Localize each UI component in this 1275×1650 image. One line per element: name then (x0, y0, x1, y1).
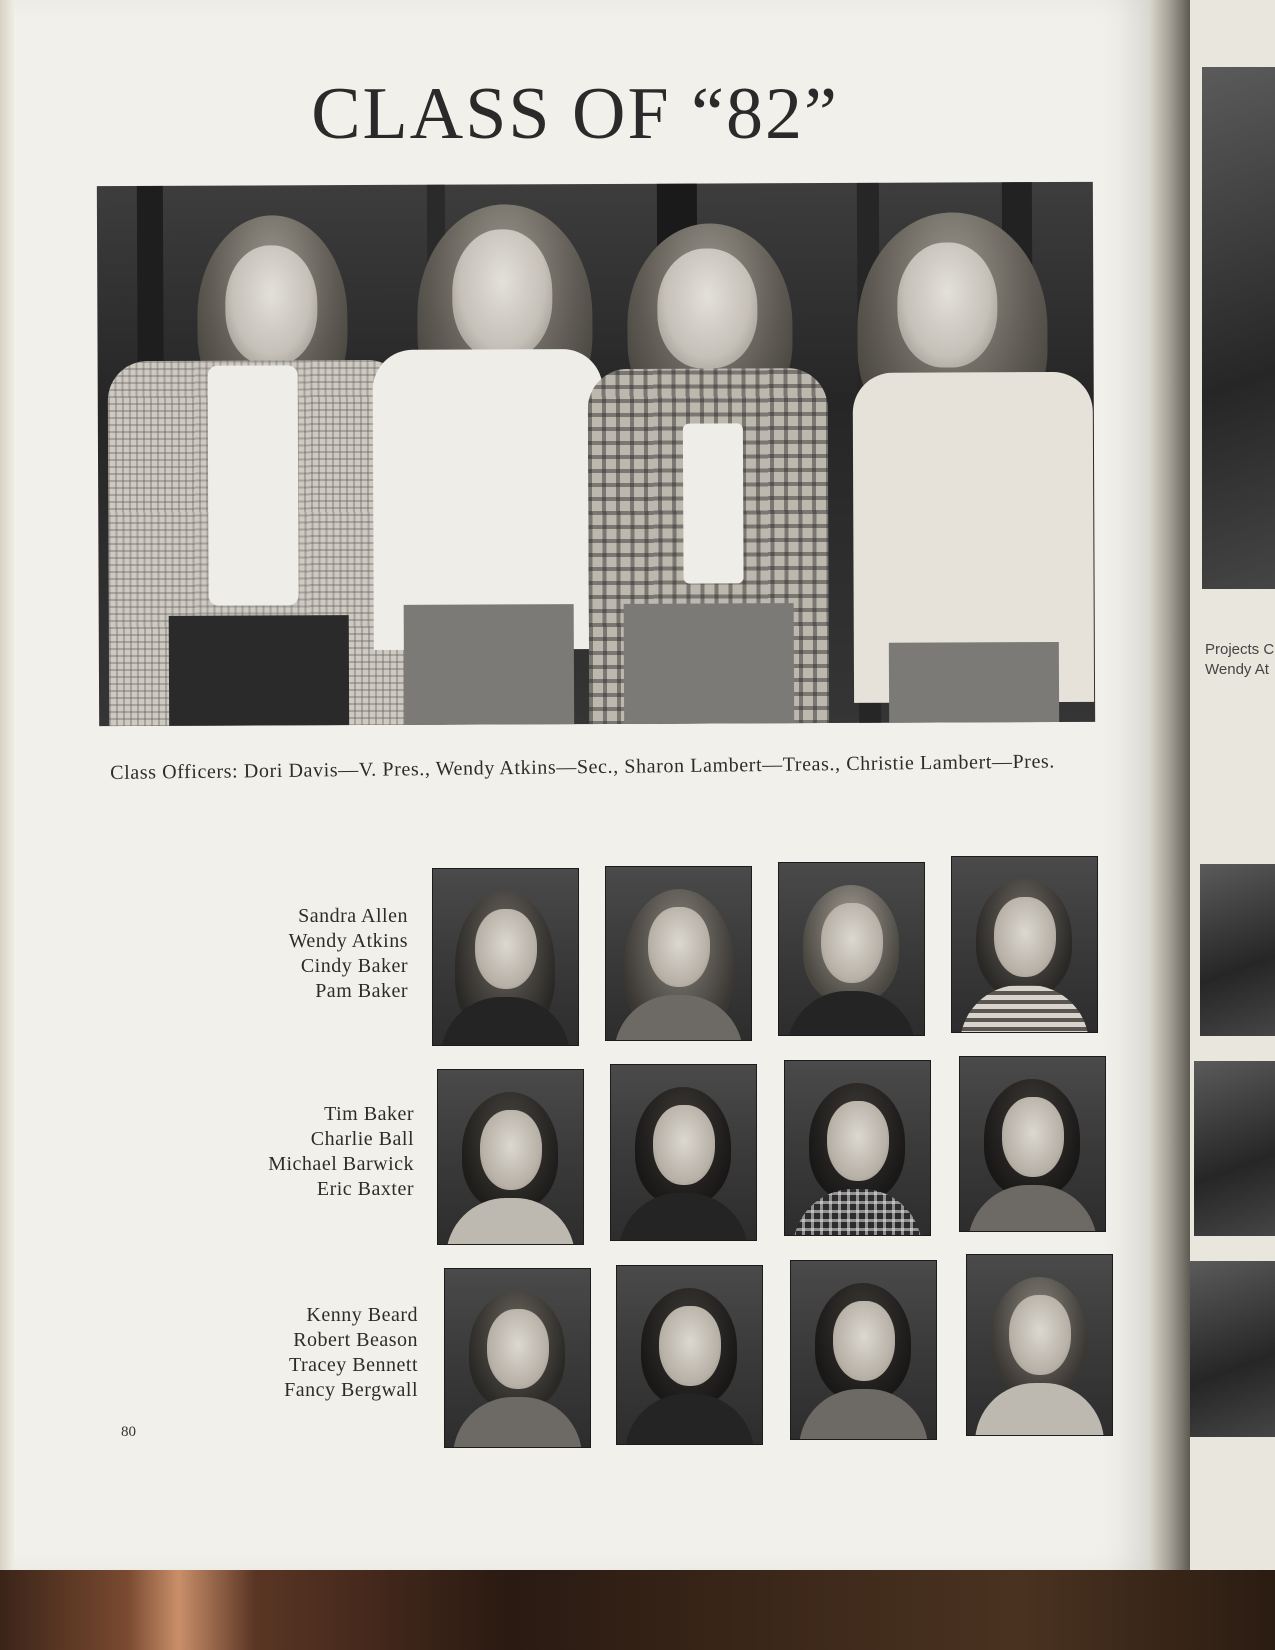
officers-caption: Class Officers: Dori Davis—V. Pres., Wendy Atkins—Sec., Sharon Lambert—Treas., Christie Lambert—Pres. (110, 750, 1056, 784)
student-name: Wendy Atkins (288, 930, 408, 952)
student-name: Michael Barwick (268, 1153, 414, 1175)
student-portrait (966, 1254, 1113, 1436)
page-edge (0, 0, 14, 1570)
facing-page-photo (1202, 67, 1275, 589)
book-spine (1150, 0, 1190, 1570)
student-name: Cindy Baker (300, 955, 408, 977)
student-portrait (444, 1268, 591, 1448)
student-name: Sandra Allen (298, 905, 408, 927)
facing-caption-line: Wendy At (1205, 661, 1269, 678)
student-portrait (437, 1069, 584, 1245)
student-name: Eric Baxter (316, 1178, 414, 1200)
student-name: Charlie Ball (310, 1128, 414, 1150)
facing-page-caption (1205, 640, 1274, 680)
student-portrait (610, 1064, 757, 1241)
student-portrait (432, 868, 579, 1046)
facing-page-photo (1190, 1261, 1275, 1437)
student-name: Pam Baker (315, 980, 408, 1002)
facing-page-photo (1200, 864, 1275, 1036)
student-names-row-3 (230, 1303, 418, 1403)
student-portrait (778, 862, 925, 1036)
student-portrait (784, 1060, 931, 1236)
page-number: 80 (121, 1424, 136, 1440)
class-officers-photo (97, 182, 1095, 726)
student-name: Kenny Beard (306, 1304, 418, 1326)
facing-caption-line: Projects C (1205, 641, 1275, 658)
student-name: Robert Beason (293, 1329, 418, 1351)
student-names-row-1 (220, 904, 408, 1004)
student-name: Tim Baker (324, 1103, 414, 1125)
student-names-row-2 (226, 1102, 414, 1202)
student-portrait (951, 856, 1098, 1033)
student-name: Fancy Bergwall (284, 1379, 418, 1401)
page-title: CLASS OF “82” (311, 73, 839, 155)
facing-page-photo (1194, 1061, 1275, 1236)
student-name: Tracey Bennett (288, 1354, 418, 1376)
student-portrait (605, 866, 752, 1041)
student-portrait (959, 1056, 1106, 1232)
student-portrait (790, 1260, 937, 1440)
student-portrait (616, 1265, 763, 1445)
